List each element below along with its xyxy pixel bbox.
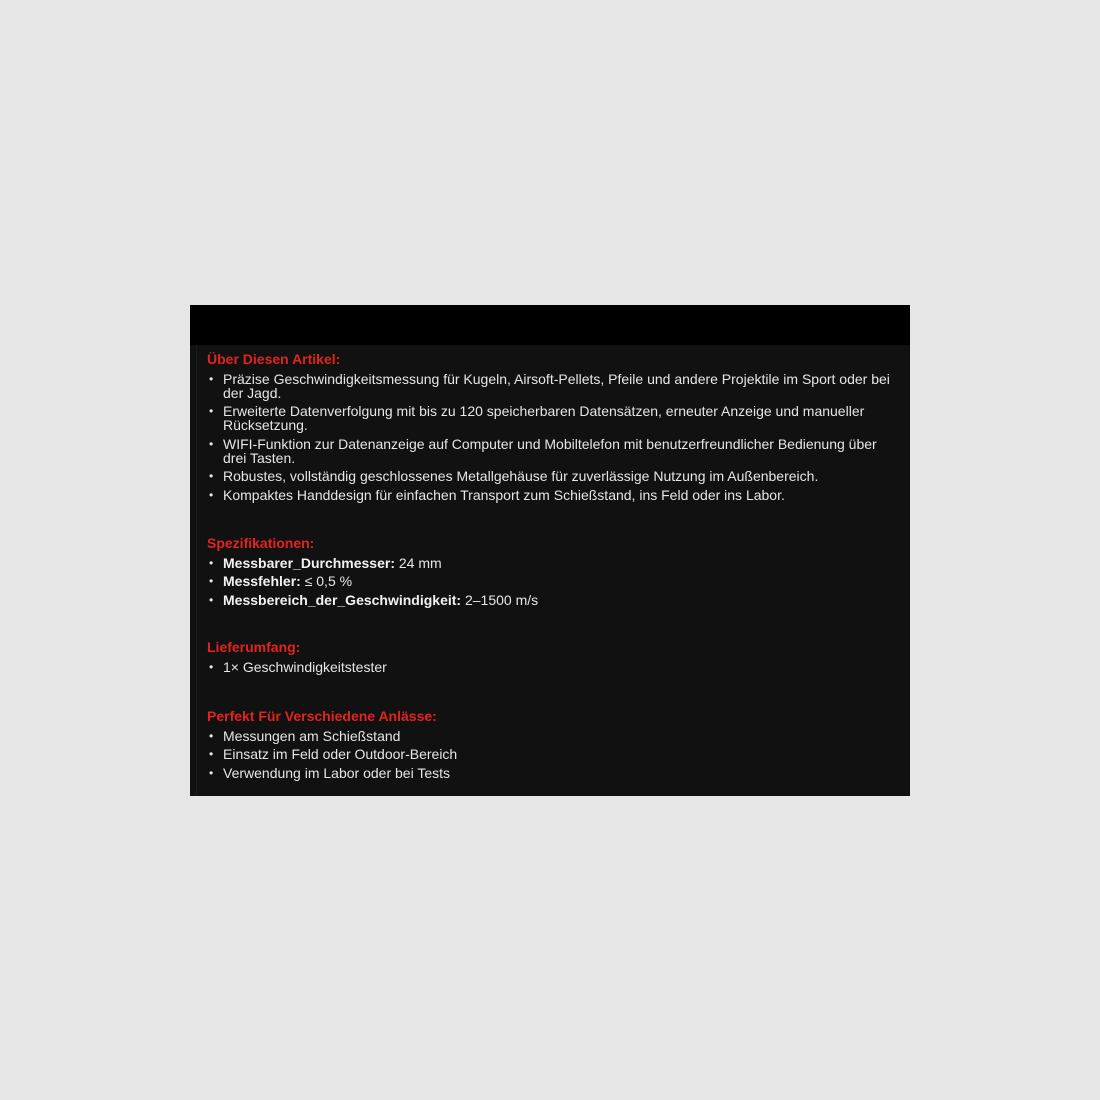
spec-label: Messbarer_Durchmesser: bbox=[223, 554, 395, 571]
list-item-text: WIFI-Funktion zur Datenanzeige auf Computer und Mobiltelefon mit benutzerfreundlicher Bedienung über drei Tasten. bbox=[223, 435, 877, 466]
bullet-icon: • bbox=[209, 765, 214, 780]
bullet-icon: • bbox=[209, 487, 214, 502]
list-item bbox=[207, 729, 902, 743]
about-heading: Über Diesen Artikel: bbox=[207, 351, 341, 367]
list-item-text: Einsatz im Feld oder Outdoor-Bereich bbox=[223, 746, 458, 762]
list-item-text: Erweiterte Datenverfolgung mit bis zu 120 speicherbaren Datensätzen, erneuter Anzeige und manueller Rücksetzung. bbox=[223, 403, 865, 433]
list-item-text: Kompaktes Handdesign für einfachen Transport zum Schießstand, ins Feld oder ins Labor. bbox=[223, 486, 785, 503]
list-item-text: 1× Geschwindigkeitstester bbox=[223, 659, 387, 675]
bullet-icon: • bbox=[209, 660, 214, 674]
list-item bbox=[207, 372, 902, 400]
about-section bbox=[207, 351, 902, 502]
card-body bbox=[196, 345, 910, 796]
card-header-bar bbox=[190, 305, 910, 345]
occasions-section bbox=[207, 708, 902, 780]
list-item bbox=[207, 747, 902, 761]
spec-item bbox=[207, 574, 902, 588]
spec-value: ≤ 0,5 % bbox=[300, 573, 353, 589]
about-list bbox=[207, 372, 902, 502]
bullet-icon: • bbox=[209, 469, 214, 483]
specs-heading: Spezifikationen: bbox=[207, 535, 315, 551]
scope-section bbox=[207, 639, 902, 674]
bullet-icon: • bbox=[209, 555, 214, 570]
bullet-icon: • bbox=[209, 371, 214, 386]
bullet-icon: • bbox=[209, 404, 214, 418]
product-info-card bbox=[190, 305, 910, 796]
list-item bbox=[207, 766, 902, 780]
bullet-icon: • bbox=[209, 574, 214, 588]
list-item bbox=[207, 660, 902, 674]
list-item-text: Verwendung im Labor oder bei Tests bbox=[223, 764, 450, 781]
list-item bbox=[207, 469, 902, 483]
list-item bbox=[207, 488, 902, 502]
scope-list bbox=[207, 660, 902, 674]
specs-list bbox=[207, 556, 902, 607]
list-item bbox=[207, 437, 902, 465]
specs-section bbox=[207, 535, 902, 607]
scope-heading: Lieferumfang: bbox=[207, 639, 301, 655]
bullet-icon: • bbox=[209, 747, 214, 761]
bullet-icon: • bbox=[209, 436, 214, 451]
occasions-list bbox=[207, 729, 902, 780]
bullet-icon: • bbox=[209, 592, 214, 607]
spec-value: 24 mm bbox=[394, 554, 442, 571]
bullet-icon: • bbox=[209, 728, 214, 743]
list-item-text: Präzise Geschwindigkeitsmessung für Kugeln, Airsoft-Pellets, Pfeile und andere Projektile im Sport oder bei der Jagd. bbox=[223, 370, 890, 401]
spec-label: Messfehler: bbox=[223, 573, 301, 589]
spec-item bbox=[207, 556, 902, 570]
list-item bbox=[207, 404, 902, 432]
spec-label: Messbereich_der_Geschwindigkeit: bbox=[223, 591, 462, 608]
list-item-text: Robustes, vollständig geschlossenes Metallgehäuse für zuverlässige Nutzung im Außenbereich. bbox=[223, 468, 819, 484]
list-item-text: Messungen am Schießstand bbox=[223, 727, 401, 744]
occasions-heading: Perfekt Für Verschiedene Anlässe: bbox=[207, 708, 437, 724]
spec-value: 2–1500 m/s bbox=[461, 591, 539, 608]
spec-item bbox=[207, 593, 902, 607]
